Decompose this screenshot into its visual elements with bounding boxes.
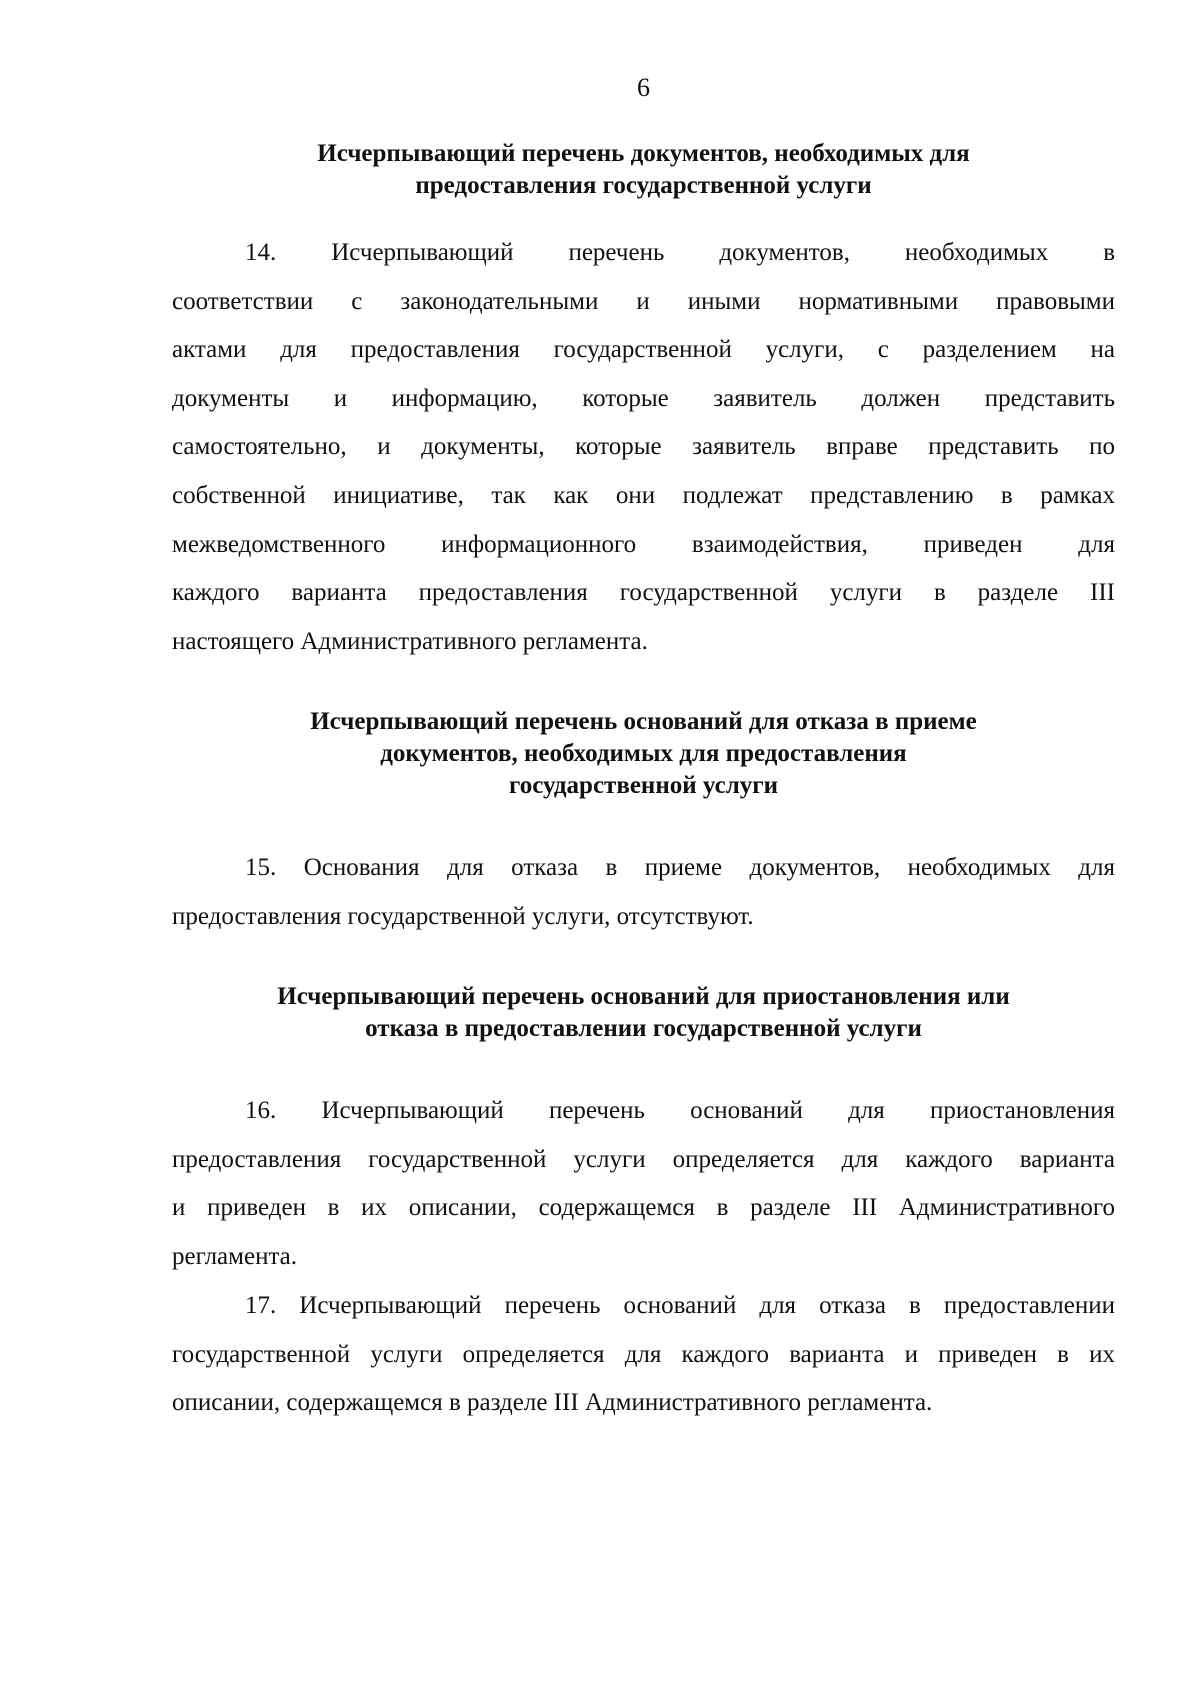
heading-line: Исчерпывающий перечень документов, необходимых для [317, 140, 970, 167]
paragraph-line: настоящего Административного регламента. [172, 627, 648, 655]
heading-line: отказа в предоставлении государственной услуги [365, 1015, 922, 1042]
page-number: 6 [637, 73, 650, 102]
heading-line: предоставления государственной услуги [415, 172, 872, 199]
paragraph-line: самостоятельно, и документы, которые заявитель вправе представить по [172, 433, 1115, 461]
paragraph-line: регламента. [172, 1242, 298, 1270]
paragraph-line: документы и информацию, которые заявитель должен представить [172, 384, 1115, 412]
paragraph-15 [172, 844, 1115, 941]
paragraph-line: каждого варианта предоставления государственной услуги в разделе III [172, 579, 1115, 607]
paragraph-line: собственной инициативе, так как они подлежат представлению в рамках [172, 481, 1115, 509]
paragraph-line: 15. Основания для отказа в приеме документов, необходимых для [245, 854, 1115, 881]
section-heading-suspension-refusal [172, 981, 1115, 1045]
paragraph-line: 17. Исчерпывающий перечень оснований для отказа в предоставлении [245, 1292, 1115, 1319]
paragraph-line: государственной услуги определяется для каждого варианта и приведен в их [172, 1340, 1115, 1368]
heading-line: Исчерпывающий перечень оснований для приостановления или [277, 983, 1010, 1010]
section-heading-refusal-acceptance [172, 706, 1115, 802]
paragraph-line: 14. Исчерпывающий перечень документов, необходимых в [245, 239, 1115, 266]
paragraph-line: межведомственного информационного взаимодействия, приведен для [172, 530, 1115, 558]
paragraph-line: предоставления государственной услуги, отсутствуют. [172, 902, 754, 930]
paragraph-16 [172, 1087, 1115, 1281]
section-heading-documents-list [172, 138, 1115, 202]
paragraph-line: соответствии с законодательными и иными нормативными правовыми [172, 287, 1115, 315]
paragraph-14 [172, 229, 1115, 666]
paragraph-17 [172, 1282, 1115, 1428]
paragraph-line: предоставления государственной услуги определяется для каждого варианта [172, 1145, 1115, 1173]
heading-line: документов, необходимых для предоставления [380, 740, 907, 767]
paragraph-line: и приведен в их описании, содержащемся в разделе III Административного [172, 1194, 1115, 1222]
paragraph-line: 16. Исчерпывающий перечень оснований для приостановления [245, 1097, 1115, 1124]
heading-line: государственной услуги [508, 772, 779, 799]
heading-line: Исчерпывающий перечень оснований для отказа в приеме [310, 708, 977, 735]
paragraph-line: актами для предоставления государственной услуги, с разделением на [172, 336, 1115, 364]
paragraph-line: описании, содержащемся в разделе III Административного регламента. [172, 1389, 933, 1417]
